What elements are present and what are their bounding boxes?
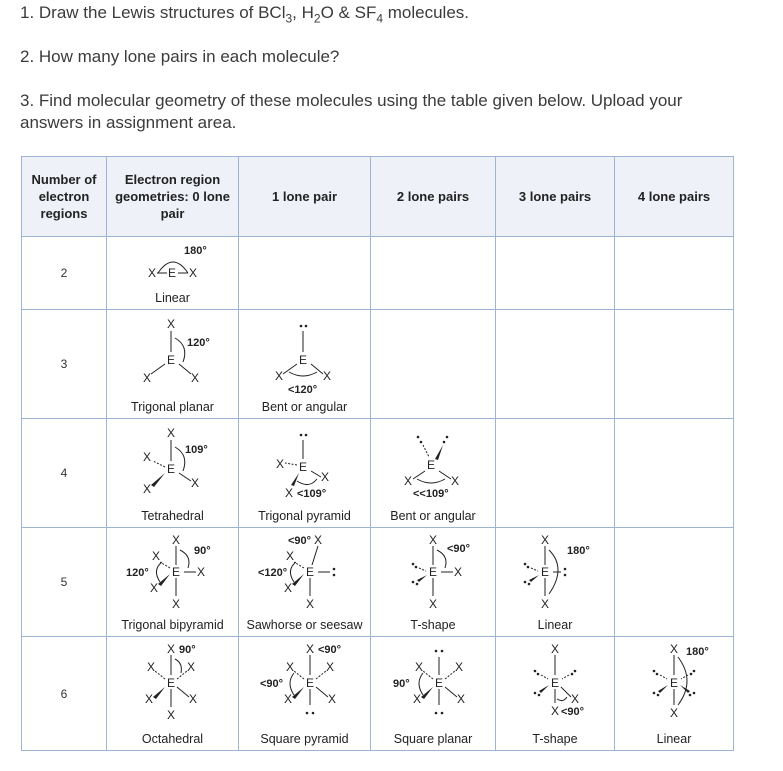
geometry-cell xyxy=(615,419,734,528)
geometry-cell xyxy=(496,419,615,528)
geometry-cell xyxy=(107,637,239,751)
header-electron-regions: Number of electron regions xyxy=(22,157,107,237)
svg-text:E: E xyxy=(171,565,180,579)
svg-text:X: X xyxy=(541,533,550,547)
geometry-name: Bent or angular xyxy=(390,509,476,523)
svg-text:E: E xyxy=(166,676,175,690)
geometry-cell xyxy=(615,310,734,419)
svg-text:X: X xyxy=(186,660,195,674)
svg-text:120°: 120° xyxy=(125,567,149,579)
svg-text:X: X xyxy=(285,660,294,674)
svg-text:X: X xyxy=(305,642,314,656)
trigonal-pyramid-diagram xyxy=(255,423,355,503)
svg-text:X: X xyxy=(404,474,413,488)
svg-text:X: X xyxy=(147,266,156,280)
geometry-cell xyxy=(107,310,239,419)
svg-text:X: X xyxy=(142,450,151,464)
svg-text:X: X xyxy=(454,565,463,579)
regions-cell: 4 xyxy=(22,419,107,528)
table-row xyxy=(22,528,734,637)
svg-text:<90°: <90° xyxy=(561,706,585,718)
svg-text:<109°: <109° xyxy=(296,488,326,500)
geometry-name: Octahedral xyxy=(141,732,204,746)
svg-text:X: X xyxy=(285,549,294,563)
octahedral-diagram xyxy=(123,641,223,725)
svg-text:X: X xyxy=(166,708,175,722)
geometry-cell xyxy=(371,237,496,310)
svg-text:E: E xyxy=(427,458,436,472)
svg-text:X: X xyxy=(188,692,197,706)
svg-text:X: X xyxy=(551,704,560,718)
geometry-name: Square planar xyxy=(393,732,473,746)
regions-cell: 6 xyxy=(22,637,107,751)
svg-text:E: E xyxy=(166,462,175,476)
regions-cell: 2 xyxy=(22,237,107,310)
geometry-name: Bent or angular xyxy=(261,400,348,414)
geometry-name: Linear xyxy=(155,291,190,305)
geometry-cell xyxy=(239,237,371,310)
svg-text:E: E xyxy=(429,565,438,579)
svg-text:<120°: <120° xyxy=(257,567,287,579)
regions-cell: 5 xyxy=(22,528,107,637)
svg-text:E: E xyxy=(305,676,314,690)
svg-text:X: X xyxy=(571,692,580,706)
geometry-name: Tetrahedral xyxy=(141,509,204,523)
svg-text:X: X xyxy=(275,457,284,471)
svg-text:90°: 90° xyxy=(393,678,410,690)
geometry-name: T-shape xyxy=(532,732,578,746)
svg-text:X: X xyxy=(415,660,424,674)
svg-text:X: X xyxy=(151,549,160,563)
linear-five-region-diagram xyxy=(505,532,605,614)
svg-text:X: X xyxy=(171,597,180,611)
svg-text:X: X xyxy=(670,706,679,720)
geometry-cell xyxy=(496,528,615,637)
svg-text:X: X xyxy=(190,371,199,385)
svg-text:X: X xyxy=(455,660,464,674)
geometry-cell xyxy=(239,310,371,419)
svg-text:X: X xyxy=(457,692,466,706)
svg-text:109°: 109° xyxy=(184,444,208,456)
table-row xyxy=(22,237,734,310)
svg-text:X: X xyxy=(325,660,334,674)
geometry-name: Trigonal pyramid xyxy=(258,509,351,523)
geometry-cell xyxy=(496,237,615,310)
svg-text:180°: 180° xyxy=(686,646,709,658)
table-row xyxy=(22,419,734,528)
tetrahedral-diagram xyxy=(123,423,223,503)
svg-text:X: X xyxy=(190,476,199,490)
svg-text:X: X xyxy=(322,369,331,383)
svg-text:X: X xyxy=(320,470,329,484)
svg-text:X: X xyxy=(541,597,550,611)
svg-text:90°: 90° xyxy=(178,644,196,656)
geometry-cell xyxy=(615,237,734,310)
header-one-lone-pair: 1 lone pair xyxy=(239,157,371,237)
table-row xyxy=(22,637,734,751)
svg-text:X: X xyxy=(284,486,293,500)
svg-text:X: X xyxy=(451,474,460,488)
svg-text:E: E xyxy=(298,353,307,367)
linear-six-region-diagram xyxy=(624,641,724,725)
geometry-cell xyxy=(239,637,371,751)
geometry-cell xyxy=(371,310,496,419)
geometry-name: Linear xyxy=(537,618,573,632)
header-zero-lone-pair: Electron region geometries: 0 lone pair xyxy=(107,157,239,237)
svg-text:X: X xyxy=(313,533,322,547)
svg-text:X: X xyxy=(142,371,151,385)
svg-text:90°: 90° xyxy=(193,545,211,557)
header-two-lone-pairs: 2 lone pairs xyxy=(371,157,496,237)
svg-text:X: X xyxy=(413,692,422,706)
svg-text:X: X xyxy=(144,692,153,706)
trigonal-bipyramid-diagram xyxy=(118,532,228,614)
question-3: 3. Find molecular geometry of these molecules using the table given below. Upload your answers in assignment area. xyxy=(20,91,683,132)
svg-text:X: X xyxy=(283,581,292,595)
svg-text:X: X xyxy=(188,266,197,280)
svg-text:X: X xyxy=(551,642,560,656)
geometry-cell xyxy=(239,528,371,637)
table-row xyxy=(22,310,734,419)
svg-text:X: X xyxy=(670,642,679,656)
svg-text:X: X xyxy=(166,426,175,440)
svg-text:X: X xyxy=(171,533,180,547)
geometry-cell xyxy=(615,637,734,751)
svg-text:<120°: <120° xyxy=(287,384,317,396)
svg-text:<<109°: <<109° xyxy=(413,488,449,500)
geometry-cell xyxy=(371,528,496,637)
regions-cell: 3 xyxy=(22,310,107,419)
geometry-cell xyxy=(615,528,734,637)
geometry-cell xyxy=(107,237,239,310)
bent-tetrahedral-diagram xyxy=(383,423,483,503)
t-shape-diagram xyxy=(383,532,483,614)
svg-text:X: X xyxy=(149,581,158,595)
svg-text:X: X xyxy=(429,533,438,547)
svg-text:X: X xyxy=(146,660,155,674)
square-planar-diagram xyxy=(383,641,483,725)
svg-text:<90°: <90° xyxy=(317,644,341,656)
geometry-cell xyxy=(371,419,496,528)
svg-text:<90°: <90° xyxy=(447,543,471,555)
svg-text:E: E xyxy=(167,266,176,280)
svg-text:180°: 180° xyxy=(183,245,207,257)
geometry-name: Linear xyxy=(656,732,692,746)
svg-text:<90°: <90° xyxy=(287,535,311,547)
svg-text:<90°: <90° xyxy=(259,678,283,690)
seesaw-diagram xyxy=(250,532,360,614)
geometry-cell xyxy=(107,528,239,637)
geometry-name: Sawhorse or seesaw xyxy=(246,618,363,632)
t-shape-six-region-diagram xyxy=(505,641,605,725)
geometry-cell xyxy=(496,310,615,419)
svg-text:E: E xyxy=(670,676,679,690)
svg-text:X: X xyxy=(166,317,175,331)
svg-text:180°: 180° xyxy=(567,545,590,557)
geometry-cell xyxy=(496,637,615,751)
svg-text:120°: 120° xyxy=(186,337,210,349)
geometry-cell xyxy=(107,419,239,528)
svg-text:E: E xyxy=(435,676,444,690)
geometry-name: Trigonal bipyramid xyxy=(121,618,224,632)
svg-text:X: X xyxy=(305,597,314,611)
trigonal-planar-diagram xyxy=(123,314,223,394)
svg-text:E: E xyxy=(541,565,550,579)
linear-molecule-diagram xyxy=(128,241,218,285)
svg-text:X: X xyxy=(274,369,283,383)
header-three-lone-pairs: 3 lone pairs xyxy=(496,157,615,237)
bent-molecule-diagram xyxy=(255,314,355,394)
header-four-lone-pairs: 4 lone pairs xyxy=(615,157,734,237)
vsepr-geometry-table xyxy=(21,156,734,751)
table-header-row xyxy=(22,157,734,237)
svg-text:X: X xyxy=(429,597,438,611)
svg-text:E: E xyxy=(166,353,175,367)
svg-text:X: X xyxy=(142,482,151,496)
geometry-name: T-shape xyxy=(410,618,456,632)
svg-text:X: X xyxy=(283,692,292,706)
geometry-cell xyxy=(239,419,371,528)
svg-text:E: E xyxy=(551,676,560,690)
svg-text:E: E xyxy=(305,565,314,579)
square-pyramid-diagram xyxy=(250,641,360,725)
svg-text:X: X xyxy=(166,642,175,656)
geometry-name: Trigonal planar xyxy=(131,400,214,414)
svg-text:X: X xyxy=(196,565,205,579)
svg-text:X: X xyxy=(327,692,336,706)
geometry-cell xyxy=(371,637,496,751)
question-1: 1. Draw the Lewis structures of BCl$_3$, $H_2O$ & $SF_4$ molecules. xyxy=(20,3,469,26)
question-2: 2. How many lone pairs in each molecule? xyxy=(20,47,340,66)
svg-text:E: E xyxy=(298,460,307,474)
geometry-name: Square pyramid xyxy=(260,732,349,746)
